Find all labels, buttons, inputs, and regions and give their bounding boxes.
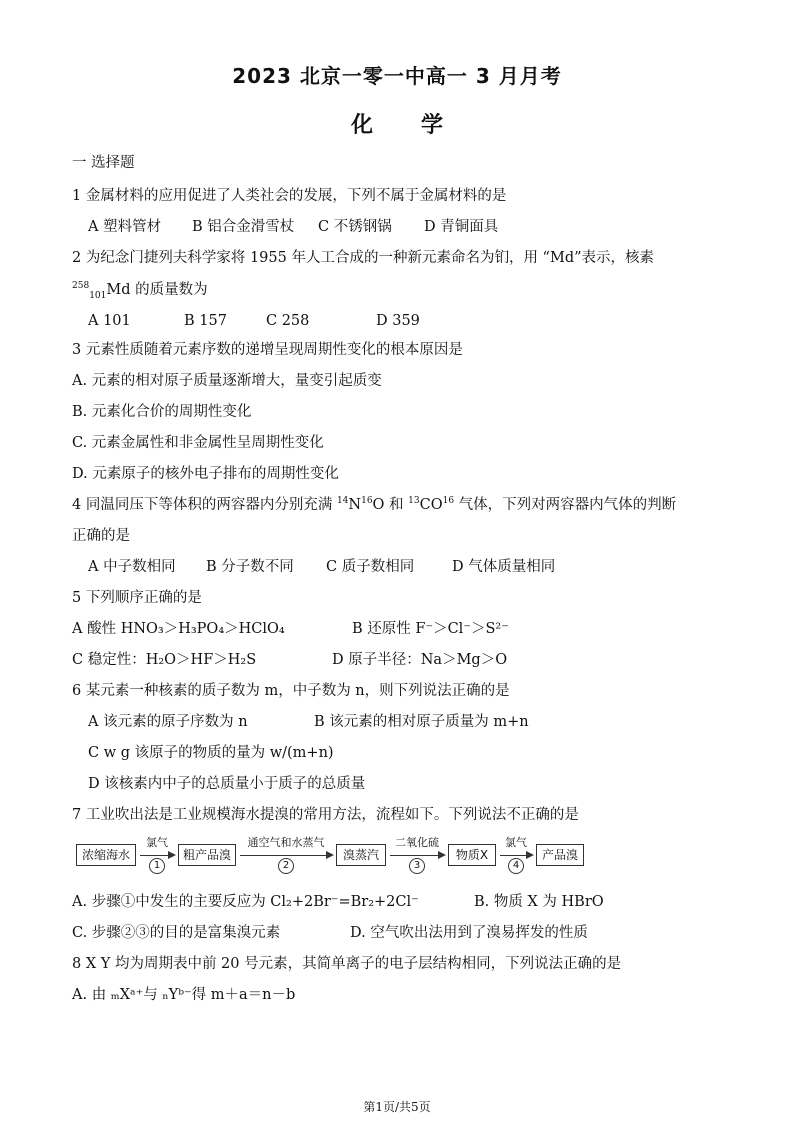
q4-n14-superscript: 14 [336,496,349,507]
q4-options [88,557,555,577]
flow-arrow-step3-label: 二氧化硫 [395,836,439,849]
flow-arrow-step2 [238,838,334,874]
q2-options [88,311,420,331]
bromine-flow-diagram [76,838,596,874]
q3-option-a: A. 元素的相对原子质量逐渐增大，量变引起质变 [72,373,382,389]
q5-option-c: C 稳定性：H₂O＞HF＞H₂S [72,652,257,668]
q1-option-c: C 不锈钢锅 [318,219,392,235]
q4-stem-line1 [72,495,676,515]
q2-atomic-number: 101 [89,290,107,301]
q1-option-b: B 铝合金滑雪杖 [192,219,295,235]
page-title: 2023 北京一零一中高一 3 月月考 [232,64,562,88]
q4-o16b-superscript: 16 [442,496,455,507]
q2-stem-line1: 2 为纪念门捷列夫科学家将 1955 年人工合成的一种新元素命名为钔，用 “Md”表示，核素 [72,250,655,266]
q6-stem: 6 某元素一种核素的质子数为 m，中子数为 n，则下列说法正确的是 [72,683,510,699]
q2-stem-text: Md 的质量数为 [106,282,208,298]
q5-stem: 5 下列顺序正确的是 [72,590,202,606]
flow-box-crude-bromine: 粗产品溴 [178,844,236,866]
flow-arrow-step1-label: 氯气 [146,836,168,849]
q7-option-c: C. 步骤②③的目的是富集溴元素 [72,925,281,941]
q4-stem-part2: N [348,497,362,513]
q1-stem: 1 金属材料的应用促进了人类社会的发展，下列不属于金属材料的是 [72,188,507,204]
q3-stem: 3 元素性质随着元素序数的递增呈现周期性变化的根本原因是 [72,342,463,358]
q5-option-b: B 还原性 F⁻＞Cl⁻＞S²⁻ [352,621,509,637]
q7-options-row2 [72,923,588,943]
q3-option-b: B. 元素化合价的周期性变化 [72,404,252,420]
q6-option-d: D 该核素内中子的总质量小于质子的总质量 [88,776,366,792]
q7-options-row1 [72,892,604,912]
flow-step3-number: 3 [409,858,425,874]
q4-c13-superscript: 13 [408,496,420,507]
q2-option-d: D 359 [376,313,420,329]
q7-stem: 7 工业吹出法是工业规模海水提溴的常用方法，流程如下。下列说法不正确的是 [72,807,579,823]
flow-box-product-bromine: 产品溴 [536,844,584,866]
q2-stem-line2 [72,280,208,300]
page-footer: 第1页/共5页 [363,1100,431,1114]
section-heading: 一 选择题 [72,155,135,171]
q4-option-a: A 中子数相同 [88,559,176,575]
flow-arrow-step4-label: 氯气 [505,836,527,849]
q4-o16-superscript: 16 [361,496,373,507]
q7-option-d: D. 空气吹出法用到了溴易挥发的性质 [350,925,588,941]
flow-arrow-step2-label: 通空气和水蒸气 [247,836,325,849]
flow-box-bromine-vapor: 溴蒸汽 [336,844,386,866]
flow-box-substance-x: 物质X [448,844,496,866]
q6-option-c: C w g 该原子的物质的量为 w/(m+n) [88,745,334,761]
q8-stem: 8 X Y 均为周期表中前 20 号元素，其简单离子的电子层结构相同，下列说法正确的是 [72,956,622,972]
q5-options-row2 [72,650,507,670]
flow-arrow-step1 [138,838,176,874]
flow-arrow-step3 [388,838,446,874]
q2-mass-number: 258 [72,281,90,292]
flow-step4-number: 4 [508,858,524,874]
q8-option-a: A. 由 ₘXᵃ⁺与 ₙYᵇ⁻得 m＋a＝n－b [72,987,296,1003]
q4-stem-part3: O 和 [372,497,409,513]
flow-box-concentrated-seawater: 浓缩海水 [76,844,136,866]
q4-stem-line2: 正确的是 [72,528,130,544]
q4-stem-part1: 4 同温同压下等体积的两容器内分别充满 [72,497,337,513]
q2-option-c: C 258 [266,313,310,329]
q6-options-row1 [88,712,529,732]
subject-title: 化学 [350,113,491,138]
q4-stem-part5: 气体，下列对两容器内气体的判断 [454,497,677,513]
flow-step1-number: 1 [149,858,165,874]
q5-options-row1 [72,619,509,639]
q3-option-c: C. 元素金属性和非金属性呈周期性变化 [72,435,324,451]
q4-option-c: C 质子数相同 [326,559,415,575]
q4-stem-part4: CO [419,497,443,513]
q6-option-a: A 该元素的原子序数为 n [88,714,248,730]
q2-option-a: A 101 [88,313,131,329]
q4-option-b: B 分子数不同 [206,559,294,575]
q5-option-a: A 酸性 HNO₃＞H₃PO₄＞HClO₄ [72,621,285,637]
flow-arrow-step4 [498,838,534,874]
q1-options [88,217,498,237]
q4-option-d: D 气体质量相同 [452,559,556,575]
q7-option-a: A. 步骤①中发生的主要反应为 Cl₂+2Br⁻=Br₂+2Cl⁻ [72,894,419,910]
q7-option-b: B. 物质 X 为 HBrO [474,894,604,910]
q1-option-d: D 青铜面具 [424,219,499,235]
q6-option-b: B 该元素的相对原子质量为 m+n [314,714,529,730]
q1-option-a: A 塑料管材 [88,219,162,235]
q5-option-d: D 原子半径：Na＞Mg＞O [332,652,508,668]
q2-option-b: B 157 [184,313,227,329]
q3-option-d: D. 元素原子的核外电子排布的周期性变化 [72,466,339,482]
flow-step2-number: 2 [278,858,294,874]
